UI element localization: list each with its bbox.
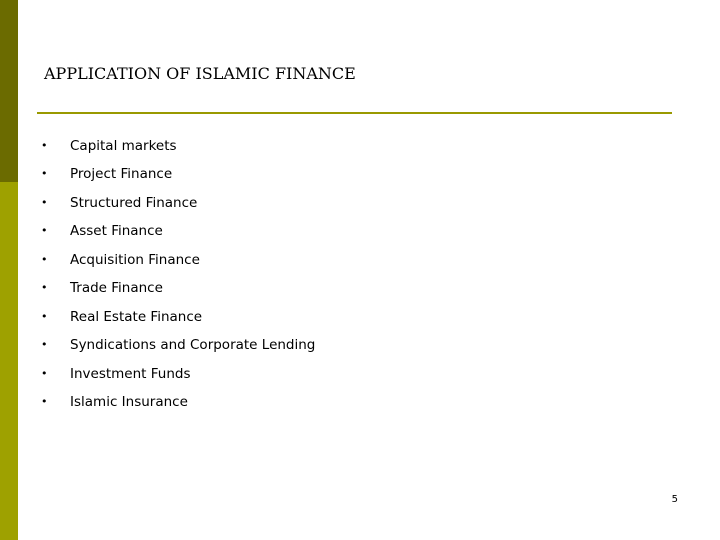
list-item bbox=[0, 392, 600, 412]
list-item-label: Acquisition Finance bbox=[70, 252, 200, 268]
bullet-icon: • bbox=[41, 196, 48, 209]
list-item bbox=[0, 278, 600, 298]
list-item-label: Investment Funds bbox=[70, 366, 191, 382]
page-number: 5 bbox=[671, 494, 678, 505]
bullet-icon: • bbox=[41, 281, 48, 294]
list-item-label: Asset Finance bbox=[70, 223, 163, 239]
list-item-label: Syndications and Corporate Lending bbox=[70, 337, 316, 353]
list-item bbox=[0, 335, 600, 355]
list-item bbox=[0, 193, 600, 213]
list-item-label: Capital markets bbox=[70, 138, 177, 154]
slide-title: APPLICATION OF ISLAMIC FINANCE bbox=[44, 64, 356, 83]
list-item bbox=[0, 250, 600, 270]
list-item bbox=[0, 307, 600, 327]
list-item bbox=[0, 164, 600, 184]
bullet-icon: • bbox=[41, 253, 48, 266]
bullet-icon: • bbox=[41, 395, 48, 408]
bullet-icon: • bbox=[41, 338, 48, 351]
list-item bbox=[0, 221, 600, 241]
list-item-label: Trade Finance bbox=[70, 280, 163, 296]
list-item-label: Project Finance bbox=[70, 166, 173, 182]
list-item-label: Real Estate Finance bbox=[70, 309, 203, 325]
list-item bbox=[0, 364, 600, 384]
bullet-icon: • bbox=[41, 167, 48, 180]
list-item bbox=[0, 136, 600, 156]
bullet-icon: • bbox=[41, 367, 48, 380]
list-item-label: Islamic Insurance bbox=[70, 394, 188, 410]
bullet-icon: • bbox=[41, 139, 48, 152]
bullet-icon: • bbox=[41, 310, 48, 323]
list-item-label: Structured Finance bbox=[70, 195, 198, 211]
bullet-icon: • bbox=[41, 224, 48, 237]
